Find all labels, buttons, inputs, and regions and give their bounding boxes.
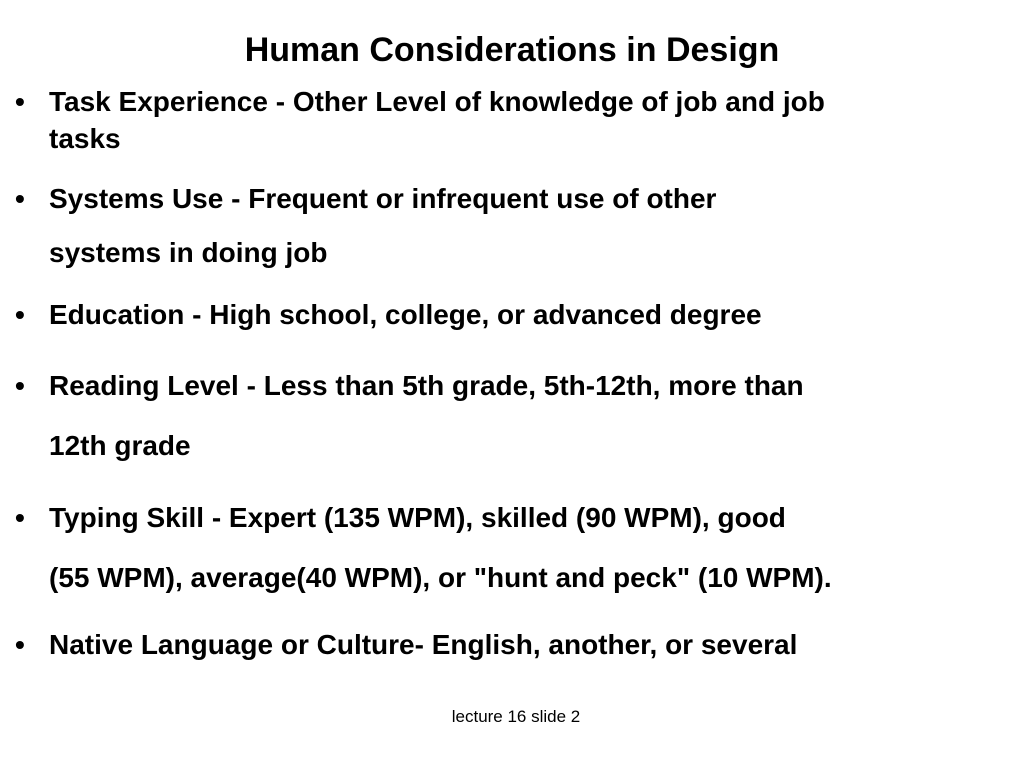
bullet-text <box>49 172 716 280</box>
bullet-line: systems in doing job <box>49 237 328 268</box>
bullet-marker: • <box>15 86 25 117</box>
bullet-line: Native Language or Culture- English, another, or several <box>49 629 798 660</box>
bullet-line: Education - High school, college, or advanced degree <box>49 299 762 330</box>
bullet-marker: • <box>15 502 25 533</box>
bullet-text <box>49 83 825 157</box>
bullet-marker: • <box>15 629 25 660</box>
bullet-text <box>49 356 804 476</box>
bullet-line: (55 WPM), average(40 WPM), or "hunt and peck" (10 WPM). <box>49 562 832 593</box>
bullet-text <box>49 488 832 608</box>
slide-footer: lecture 16 slide 2 <box>451 707 581 726</box>
bullet-line: Reading Level - Less than 5th grade, 5th-12th, more than <box>49 370 804 401</box>
bullet-line: Task Experience - Other Level of knowledge of job and job <box>49 86 825 117</box>
bullet-marker: • <box>15 299 25 330</box>
bullet-marker: • <box>15 183 25 214</box>
bullet-line: Systems Use - Frequent or infrequent use of other <box>49 183 717 214</box>
bullet-text <box>49 288 762 342</box>
bullet-marker: • <box>15 370 25 401</box>
slide-title: Human Considerations in Design <box>244 31 780 69</box>
bullet-line: 12th grade <box>49 430 191 461</box>
bullet-line: Typing Skill - Expert (135 WPM), skilled (90 WPM), good <box>49 502 786 533</box>
bullet-text <box>49 618 797 672</box>
bullet-line: tasks <box>49 123 121 154</box>
